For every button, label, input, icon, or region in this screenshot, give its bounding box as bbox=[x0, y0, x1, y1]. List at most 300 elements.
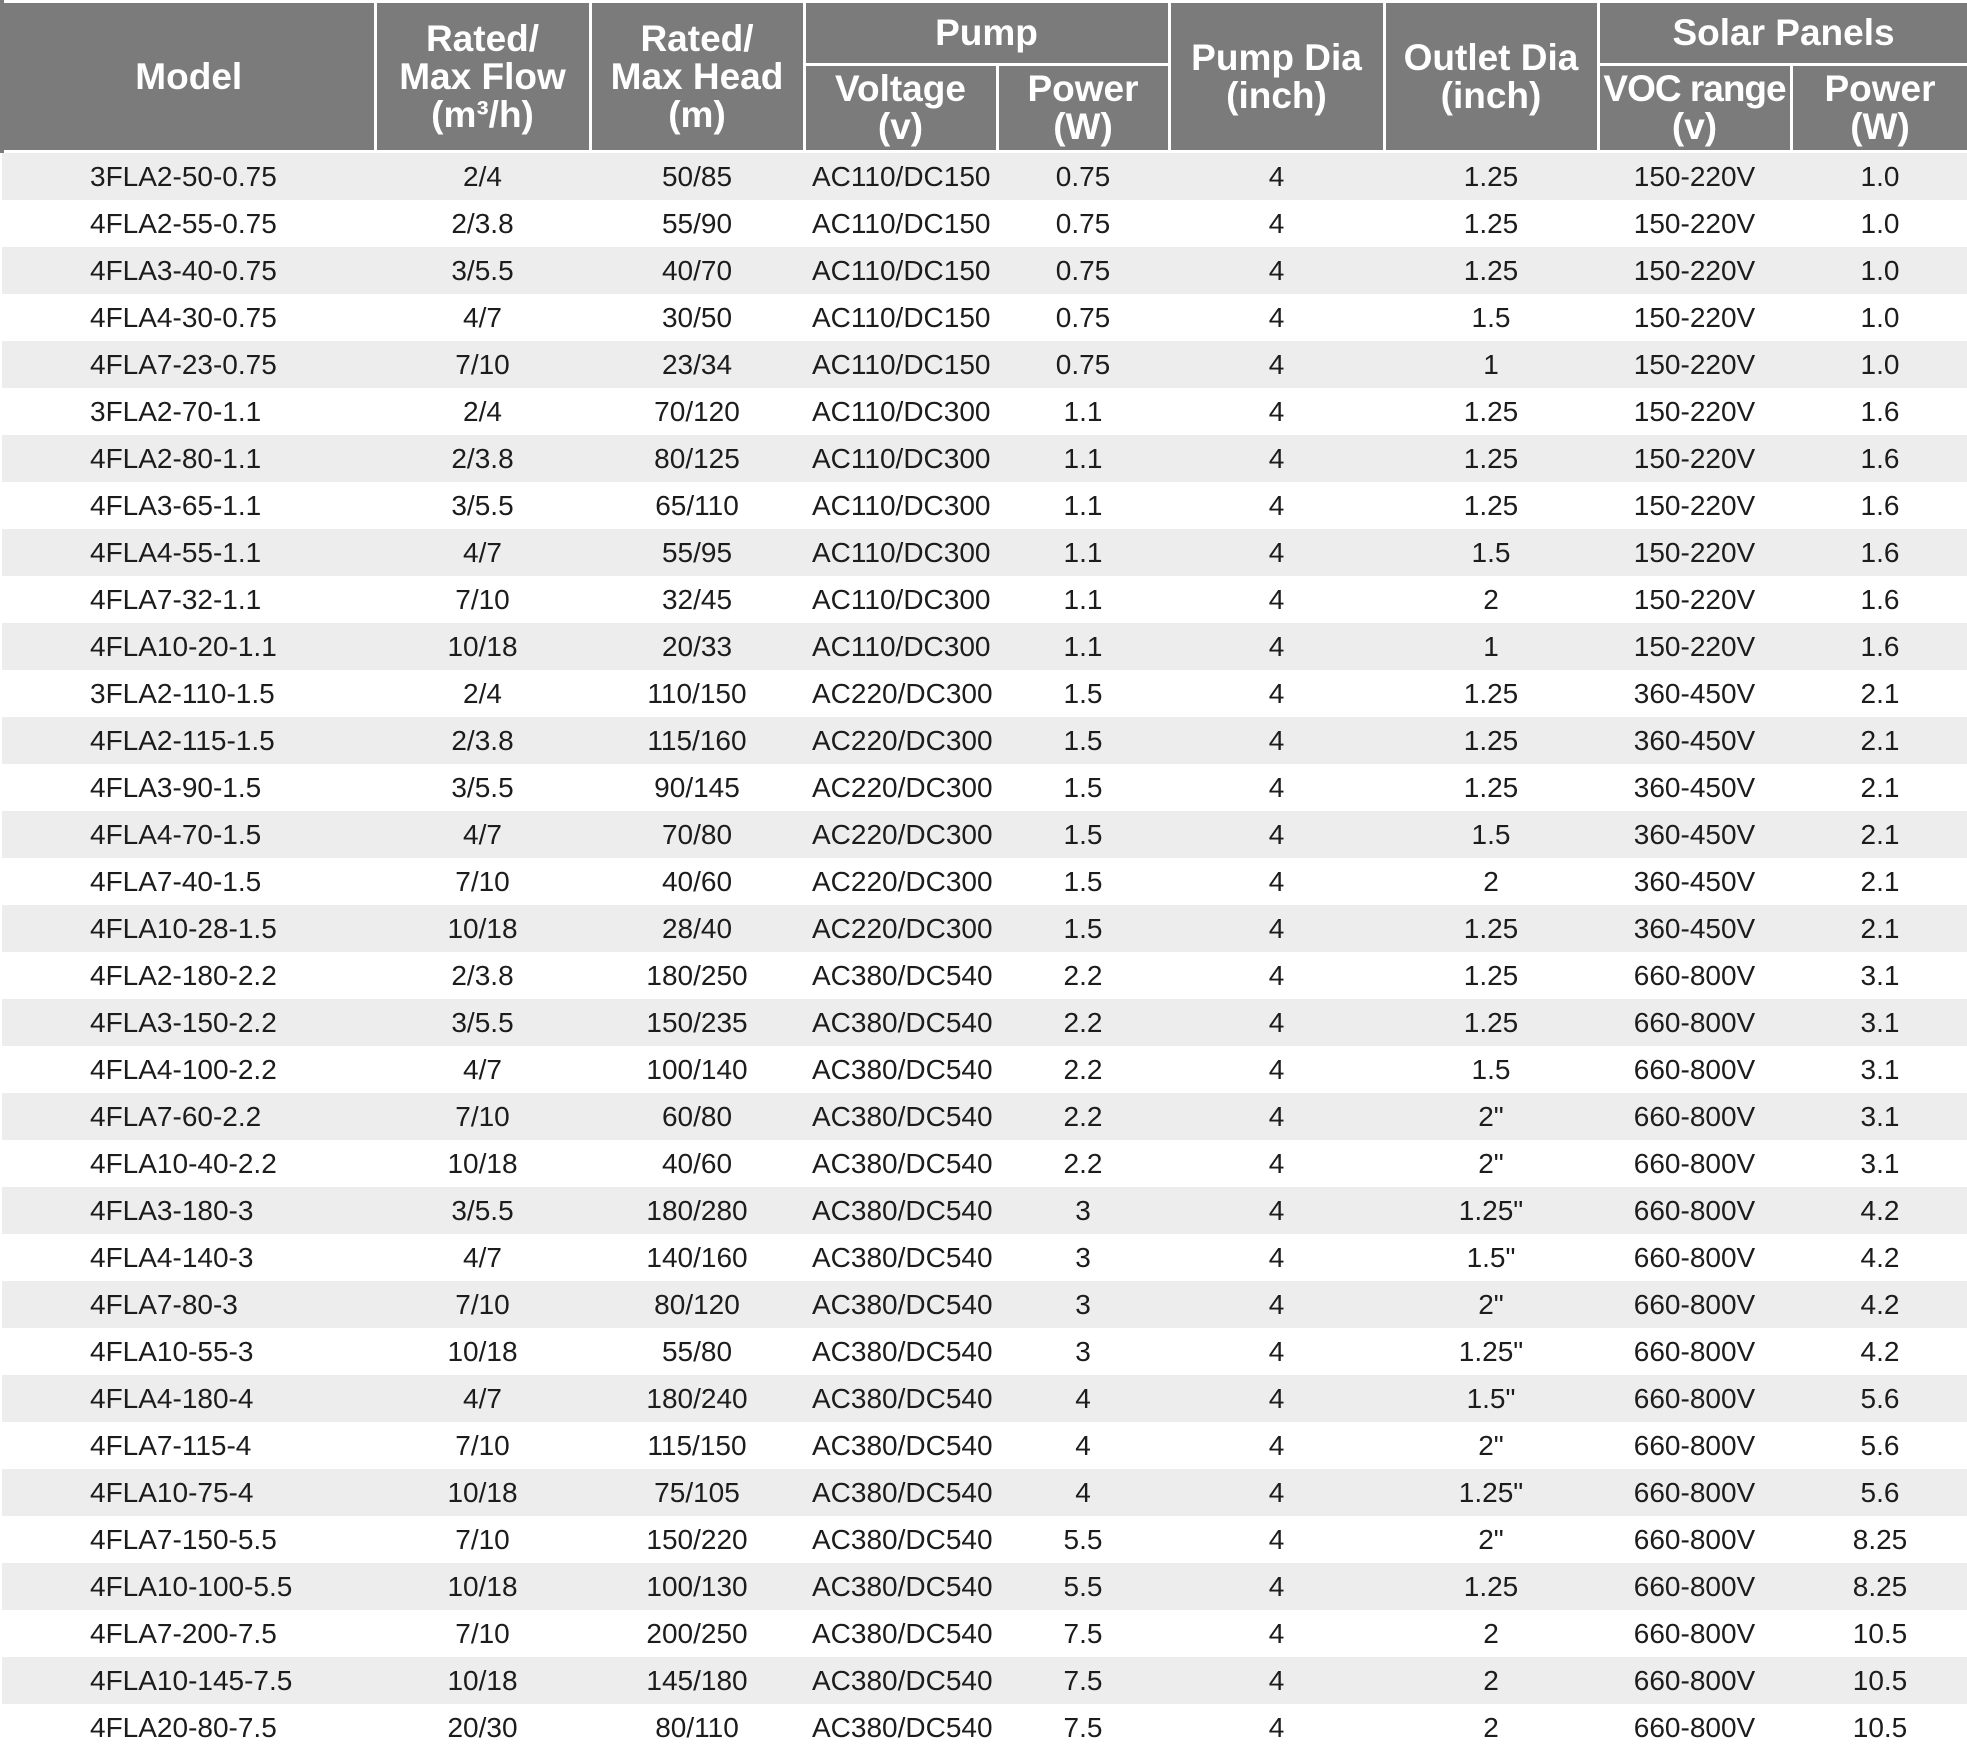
solar-power-cell: 2.1 bbox=[1791, 905, 1967, 952]
head-header-line2: Max Head bbox=[610, 55, 784, 97]
solar-power-cell: 4.2 bbox=[1791, 1234, 1967, 1281]
table-row bbox=[2, 247, 1967, 294]
voc-range-cell: 660-800V bbox=[1598, 1281, 1791, 1328]
table-row bbox=[2, 670, 1967, 717]
model-cell: 4FLA7-150-5.5 bbox=[2, 1516, 375, 1563]
voc-range-cell: 660-800V bbox=[1598, 1516, 1791, 1563]
head-cell: 180/240 bbox=[590, 1375, 804, 1422]
voc-range-cell: 150-220V bbox=[1598, 152, 1791, 201]
pump-dia-header-unit: (inch) bbox=[1226, 74, 1327, 116]
table-body bbox=[2, 152, 1967, 1752]
voltage-cell: AC380/DC540 bbox=[804, 1281, 997, 1328]
outlet-dia-cell: 1.25 bbox=[1384, 764, 1598, 811]
table-row bbox=[2, 858, 1967, 905]
voc-range-cell: 660-800V bbox=[1598, 1563, 1791, 1610]
pump-power-cell: 2.2 bbox=[997, 1046, 1169, 1093]
head-cell: 180/250 bbox=[590, 952, 804, 999]
voc-range-cell: 360-450V bbox=[1598, 670, 1791, 717]
voltage-cell: AC110/DC300 bbox=[804, 388, 997, 435]
voltage-cell: AC110/DC150 bbox=[804, 200, 997, 247]
head-cell: 65/110 bbox=[590, 482, 804, 529]
model-cell: 4FLA10-40-2.2 bbox=[2, 1140, 375, 1187]
head-cell: 75/105 bbox=[590, 1469, 804, 1516]
voc-range-cell: 150-220V bbox=[1598, 576, 1791, 623]
head-cell: 110/150 bbox=[590, 670, 804, 717]
pump-dia-cell: 4 bbox=[1169, 623, 1384, 670]
solar-power-cell: 3.1 bbox=[1791, 952, 1967, 999]
voc-range-cell: 660-800V bbox=[1598, 1422, 1791, 1469]
voltage-cell: AC380/DC540 bbox=[804, 1328, 997, 1375]
head-cell: 70/120 bbox=[590, 388, 804, 435]
voltage-cell: AC220/DC300 bbox=[804, 764, 997, 811]
model-cell: 4FLA10-100-5.5 bbox=[2, 1563, 375, 1610]
pump-power-cell: 3 bbox=[997, 1328, 1169, 1375]
solar-power-cell: 1.6 bbox=[1791, 482, 1967, 529]
pump-power-cell: 5.5 bbox=[997, 1563, 1169, 1610]
table-row bbox=[2, 435, 1967, 482]
pump-power-cell: 3 bbox=[997, 1234, 1169, 1281]
flow-cell: 10/18 bbox=[375, 623, 590, 670]
pump-power-cell: 0.75 bbox=[997, 247, 1169, 294]
table-row bbox=[2, 388, 1967, 435]
pump-power-cell: 7.5 bbox=[997, 1610, 1169, 1657]
voltage-cell: AC110/DC300 bbox=[804, 529, 997, 576]
outlet-dia-cell: 1.25" bbox=[1384, 1328, 1598, 1375]
table-row bbox=[2, 811, 1967, 858]
pump-power-cell: 3 bbox=[997, 1187, 1169, 1234]
model-cell: 4FLA3-90-1.5 bbox=[2, 764, 375, 811]
outlet-dia-cell: 1.25 bbox=[1384, 1563, 1598, 1610]
solar-power-cell: 2.1 bbox=[1791, 717, 1967, 764]
pump-dia-cell: 4 bbox=[1169, 1563, 1384, 1610]
solar-power-column-header bbox=[1791, 65, 1967, 152]
voltage-cell: AC220/DC300 bbox=[804, 811, 997, 858]
model-cell: 4FLA7-115-4 bbox=[2, 1422, 375, 1469]
solar-power-cell: 8.25 bbox=[1791, 1516, 1967, 1563]
pump-power-cell: 1.1 bbox=[997, 576, 1169, 623]
voc-range-cell: 360-450V bbox=[1598, 811, 1791, 858]
head-cell: 80/110 bbox=[590, 1704, 804, 1751]
voc-range-cell: 150-220V bbox=[1598, 482, 1791, 529]
voltage-cell: AC220/DC300 bbox=[804, 670, 997, 717]
solar-power-cell: 2.1 bbox=[1791, 858, 1967, 905]
pump-voltage-column-header bbox=[804, 65, 997, 152]
table-row bbox=[2, 341, 1967, 388]
head-cell: 115/160 bbox=[590, 717, 804, 764]
voc-range-cell: 150-220V bbox=[1598, 623, 1791, 670]
voltage-cell: AC380/DC540 bbox=[804, 1375, 997, 1422]
model-cell: 4FLA7-200-7.5 bbox=[2, 1610, 375, 1657]
pump-power-cell: 4 bbox=[997, 1469, 1169, 1516]
solar-power-cell: 1.6 bbox=[1791, 576, 1967, 623]
flow-cell: 3/5.5 bbox=[375, 999, 590, 1046]
outlet-dia-cell: 2 bbox=[1384, 858, 1598, 905]
model-cell: 4FLA20-80-7.5 bbox=[2, 1704, 375, 1751]
voltage-cell: AC380/DC540 bbox=[804, 952, 997, 999]
pump-dia-cell: 4 bbox=[1169, 764, 1384, 811]
pump-dia-cell: 4 bbox=[1169, 1516, 1384, 1563]
solar-power-cell: 10.5 bbox=[1791, 1657, 1967, 1704]
pump-power-cell: 0.75 bbox=[997, 152, 1169, 201]
voltage-cell: AC110/DC300 bbox=[804, 435, 997, 482]
outlet-dia-header-unit: (inch) bbox=[1440, 74, 1542, 116]
flow-cell: 7/10 bbox=[375, 1093, 590, 1140]
flow-cell: 3/5.5 bbox=[375, 247, 590, 294]
voltage-cell: AC380/DC540 bbox=[804, 1234, 997, 1281]
table-row bbox=[2, 1657, 1967, 1704]
head-cell: 180/280 bbox=[590, 1187, 804, 1234]
voltage-cell: AC380/DC540 bbox=[804, 1187, 997, 1234]
voc-range-cell: 660-800V bbox=[1598, 1469, 1791, 1516]
solar-power-header-unit: (W) bbox=[1850, 106, 1910, 147]
voltage-cell: AC110/DC150 bbox=[804, 152, 997, 201]
voc-range-cell: 660-800V bbox=[1598, 1046, 1791, 1093]
model-cell: 4FLA3-40-0.75 bbox=[2, 247, 375, 294]
solar-power-cell: 5.6 bbox=[1791, 1469, 1967, 1516]
pump-power-cell: 7.5 bbox=[997, 1704, 1169, 1751]
table-row bbox=[2, 1563, 1967, 1610]
pump-dia-cell: 4 bbox=[1169, 482, 1384, 529]
outlet-dia-cell: 1.5 bbox=[1384, 1046, 1598, 1093]
head-cell: 60/80 bbox=[590, 1093, 804, 1140]
pump-dia-cell: 4 bbox=[1169, 1704, 1384, 1751]
pump-dia-cell: 4 bbox=[1169, 200, 1384, 247]
voltage-cell: AC380/DC540 bbox=[804, 1046, 997, 1093]
voltage-cell: AC380/DC540 bbox=[804, 1516, 997, 1563]
head-cell: 20/33 bbox=[590, 623, 804, 670]
head-cell: 55/95 bbox=[590, 529, 804, 576]
flow-cell: 2/3.8 bbox=[375, 200, 590, 247]
flow-cell: 2/4 bbox=[375, 670, 590, 717]
pump-dia-cell: 4 bbox=[1169, 858, 1384, 905]
flow-header-line1: Rated/ bbox=[425, 17, 540, 59]
table-row bbox=[2, 529, 1967, 576]
head-cell: 50/85 bbox=[590, 152, 804, 201]
voltage-cell: AC110/DC150 bbox=[804, 294, 997, 341]
model-cell: 4FLA7-80-3 bbox=[2, 1281, 375, 1328]
table-header bbox=[2, 2, 1967, 152]
table-row bbox=[2, 1093, 1967, 1140]
pump-dia-cell: 4 bbox=[1169, 576, 1384, 623]
pump-power-cell: 1.5 bbox=[997, 717, 1169, 764]
outlet-dia-cell: 1.5" bbox=[1384, 1234, 1598, 1281]
voc-range-cell: 660-800V bbox=[1598, 1657, 1791, 1704]
flow-cell: 2/4 bbox=[375, 388, 590, 435]
solar-power-cell: 2.1 bbox=[1791, 764, 1967, 811]
voc-range-cell: 360-450V bbox=[1598, 717, 1791, 764]
pump-power-cell: 1.1 bbox=[997, 623, 1169, 670]
pump-power-cell: 0.75 bbox=[997, 200, 1169, 247]
table-row bbox=[2, 152, 1967, 201]
outlet-dia-cell: 1.25 bbox=[1384, 435, 1598, 482]
solar-power-cell: 10.5 bbox=[1791, 1704, 1967, 1751]
pump-dia-cell: 4 bbox=[1169, 1657, 1384, 1704]
solar-panels-group-header: Solar Panels bbox=[1598, 2, 1967, 65]
head-header-unit: (m) bbox=[668, 93, 726, 135]
head-cell: 150/235 bbox=[590, 999, 804, 1046]
table-row bbox=[2, 1610, 1967, 1657]
pump-dia-cell: 4 bbox=[1169, 670, 1384, 717]
voltage-cell: AC380/DC540 bbox=[804, 1610, 997, 1657]
voltage-cell: AC110/DC150 bbox=[804, 247, 997, 294]
solar-power-cell: 2.1 bbox=[1791, 811, 1967, 858]
outlet-dia-cell: 1.25 bbox=[1384, 388, 1598, 435]
table-row bbox=[2, 200, 1967, 247]
outlet-dia-cell: 1.25" bbox=[1384, 1187, 1598, 1234]
model-cell: 4FLA4-55-1.1 bbox=[2, 529, 375, 576]
head-cell: 28/40 bbox=[590, 905, 804, 952]
model-cell: 3FLA2-70-1.1 bbox=[2, 388, 375, 435]
outlet-dia-cell: 2" bbox=[1384, 1281, 1598, 1328]
voltage-cell: AC220/DC300 bbox=[804, 858, 997, 905]
head-cell: 80/120 bbox=[590, 1281, 804, 1328]
flow-cell: 2/3.8 bbox=[375, 435, 590, 482]
head-header-line1: Rated/ bbox=[640, 17, 754, 59]
pump-power-cell: 2.2 bbox=[997, 999, 1169, 1046]
pump-dia-header-label: Pump Dia bbox=[1191, 36, 1362, 78]
pump-power-cell: 1.1 bbox=[997, 482, 1169, 529]
solar-power-cell: 10.5 bbox=[1791, 1610, 1967, 1657]
table-row bbox=[2, 294, 1967, 341]
outlet-dia-cell: 2 bbox=[1384, 1704, 1598, 1751]
model-cell: 4FLA2-55-0.75 bbox=[2, 200, 375, 247]
pump-dia-cell: 4 bbox=[1169, 529, 1384, 576]
flow-cell: 7/10 bbox=[375, 1281, 590, 1328]
model-cell: 4FLA4-180-4 bbox=[2, 1375, 375, 1422]
voltage-cell: AC220/DC300 bbox=[804, 905, 997, 952]
head-cell: 150/220 bbox=[590, 1516, 804, 1563]
flow-cell: 7/10 bbox=[375, 858, 590, 905]
pump-voltage-header-unit: (v) bbox=[877, 106, 924, 147]
flow-cell: 7/10 bbox=[375, 1610, 590, 1657]
solar-power-cell: 4.2 bbox=[1791, 1187, 1967, 1234]
model-column-header: Model bbox=[2, 2, 375, 152]
table-row bbox=[2, 1140, 1967, 1187]
model-cell: 4FLA3-65-1.1 bbox=[2, 482, 375, 529]
pump-power-cell: 3 bbox=[997, 1281, 1169, 1328]
head-cell: 55/90 bbox=[590, 200, 804, 247]
model-cell: 4FLA4-70-1.5 bbox=[2, 811, 375, 858]
pump-dia-cell: 4 bbox=[1169, 1328, 1384, 1375]
flow-header-unit: (m³/h) bbox=[431, 93, 534, 135]
flow-cell: 4/7 bbox=[375, 1046, 590, 1093]
solar-voc-column-header bbox=[1598, 65, 1791, 152]
pump-power-cell: 1.5 bbox=[997, 858, 1169, 905]
pump-dia-cell: 4 bbox=[1169, 341, 1384, 388]
voc-range-cell: 660-800V bbox=[1598, 1375, 1791, 1422]
outlet-dia-cell: 1.25 bbox=[1384, 152, 1598, 201]
model-cell: 4FLA7-40-1.5 bbox=[2, 858, 375, 905]
voc-range-cell: 360-450V bbox=[1598, 858, 1791, 905]
pump-dia-cell: 4 bbox=[1169, 811, 1384, 858]
flow-cell: 4/7 bbox=[375, 811, 590, 858]
voc-range-cell: 660-800V bbox=[1598, 999, 1791, 1046]
table-row bbox=[2, 1234, 1967, 1281]
voc-range-cell: 150-220V bbox=[1598, 247, 1791, 294]
solar-power-cell: 3.1 bbox=[1791, 1093, 1967, 1140]
model-cell: 4FLA7-32-1.1 bbox=[2, 576, 375, 623]
head-column-header bbox=[590, 2, 804, 152]
flow-header-line2: Max Flow bbox=[399, 55, 566, 97]
pump-dia-cell: 4 bbox=[1169, 1046, 1384, 1093]
solar-power-cell: 1.6 bbox=[1791, 435, 1967, 482]
voc-range-cell: 360-450V bbox=[1598, 905, 1791, 952]
solar-voc-header-unit: (v) bbox=[1671, 106, 1718, 147]
model-cell: 4FLA10-28-1.5 bbox=[2, 905, 375, 952]
pump-dia-cell: 4 bbox=[1169, 294, 1384, 341]
model-cell: 4FLA10-55-3 bbox=[2, 1328, 375, 1375]
voc-range-cell: 660-800V bbox=[1598, 952, 1791, 999]
head-cell: 90/145 bbox=[590, 764, 804, 811]
outlet-dia-cell: 1.25 bbox=[1384, 247, 1598, 294]
outlet-dia-cell: 2" bbox=[1384, 1093, 1598, 1140]
model-cell: 4FLA4-30-0.75 bbox=[2, 294, 375, 341]
outlet-dia-cell: 1.5 bbox=[1384, 811, 1598, 858]
flow-cell: 20/30 bbox=[375, 1704, 590, 1751]
solar-power-cell: 1.0 bbox=[1791, 247, 1967, 294]
pump-dia-column-header bbox=[1169, 2, 1384, 152]
head-cell: 23/34 bbox=[590, 341, 804, 388]
pump-dia-cell: 4 bbox=[1169, 152, 1384, 201]
voc-range-cell: 660-800V bbox=[1598, 1328, 1791, 1375]
voc-range-cell: 660-800V bbox=[1598, 1140, 1791, 1187]
head-cell: 145/180 bbox=[590, 1657, 804, 1704]
pump-power-header-unit: (W) bbox=[1053, 106, 1113, 147]
flow-column-header bbox=[375, 2, 590, 152]
flow-cell: 10/18 bbox=[375, 1140, 590, 1187]
head-cell: 100/130 bbox=[590, 1563, 804, 1610]
model-cell: 4FLA10-145-7.5 bbox=[2, 1657, 375, 1704]
pump-group-header: Pump bbox=[804, 2, 1169, 65]
model-cell: 4FLA3-150-2.2 bbox=[2, 999, 375, 1046]
outlet-dia-cell: 2 bbox=[1384, 1610, 1598, 1657]
pump-power-cell: 0.75 bbox=[997, 294, 1169, 341]
table-row bbox=[2, 905, 1967, 952]
voc-range-cell: 150-220V bbox=[1598, 435, 1791, 482]
flow-cell: 3/5.5 bbox=[375, 1187, 590, 1234]
solar-power-cell: 1.6 bbox=[1791, 529, 1967, 576]
table-row bbox=[2, 1187, 1967, 1234]
table-row bbox=[2, 1046, 1967, 1093]
pump-power-column-header bbox=[997, 65, 1169, 152]
voltage-cell: AC380/DC540 bbox=[804, 1093, 997, 1140]
voc-range-cell: 150-220V bbox=[1598, 294, 1791, 341]
pump-dia-cell: 4 bbox=[1169, 1422, 1384, 1469]
flow-cell: 7/10 bbox=[375, 1422, 590, 1469]
table-row bbox=[2, 1328, 1967, 1375]
flow-cell: 10/18 bbox=[375, 1469, 590, 1516]
outlet-dia-cell: 1.25 bbox=[1384, 482, 1598, 529]
pump-power-header-label: Power bbox=[1027, 68, 1139, 109]
model-cell: 3FLA2-110-1.5 bbox=[2, 670, 375, 717]
flow-cell: 7/10 bbox=[375, 341, 590, 388]
solar-power-cell: 1.0 bbox=[1791, 152, 1967, 201]
table-row bbox=[2, 1516, 1967, 1563]
voltage-cell: AC220/DC300 bbox=[804, 717, 997, 764]
outlet-dia-cell: 2" bbox=[1384, 1140, 1598, 1187]
solar-power-cell: 8.25 bbox=[1791, 1563, 1967, 1610]
pump-dia-cell: 4 bbox=[1169, 247, 1384, 294]
voltage-cell: AC380/DC540 bbox=[804, 1657, 997, 1704]
solar-power-cell: 1.6 bbox=[1791, 623, 1967, 670]
table-row bbox=[2, 764, 1967, 811]
flow-cell: 3/5.5 bbox=[375, 482, 590, 529]
solar-power-cell: 3.1 bbox=[1791, 1046, 1967, 1093]
pump-power-cell: 7.5 bbox=[997, 1657, 1169, 1704]
voc-range-cell: 360-450V bbox=[1598, 764, 1791, 811]
flow-cell: 7/10 bbox=[375, 1516, 590, 1563]
pump-power-cell: 4 bbox=[997, 1422, 1169, 1469]
voc-range-cell: 150-220V bbox=[1598, 341, 1791, 388]
outlet-dia-cell: 1.5 bbox=[1384, 529, 1598, 576]
flow-cell: 2/3.8 bbox=[375, 717, 590, 764]
pump-power-cell: 0.75 bbox=[997, 341, 1169, 388]
pump-dia-cell: 4 bbox=[1169, 388, 1384, 435]
pump-voltage-header-label: Voltage bbox=[835, 68, 966, 109]
head-cell: 200/250 bbox=[590, 1610, 804, 1657]
table-row bbox=[2, 576, 1967, 623]
flow-cell: 2/4 bbox=[375, 152, 590, 201]
pump-dia-cell: 4 bbox=[1169, 952, 1384, 999]
outlet-dia-cell: 2" bbox=[1384, 1422, 1598, 1469]
outlet-dia-cell: 1 bbox=[1384, 341, 1598, 388]
voltage-cell: AC380/DC540 bbox=[804, 999, 997, 1046]
solar-power-cell: 5.6 bbox=[1791, 1375, 1967, 1422]
pump-dia-cell: 4 bbox=[1169, 1469, 1384, 1516]
solar-power-cell: 1.0 bbox=[1791, 341, 1967, 388]
table-row bbox=[2, 1704, 1967, 1751]
head-cell: 32/45 bbox=[590, 576, 804, 623]
model-cell: 4FLA7-23-0.75 bbox=[2, 341, 375, 388]
head-cell: 140/160 bbox=[590, 1234, 804, 1281]
pump-dia-cell: 4 bbox=[1169, 999, 1384, 1046]
pump-power-cell: 1.1 bbox=[997, 388, 1169, 435]
solar-power-cell: 2.1 bbox=[1791, 670, 1967, 717]
flow-cell: 2/3.8 bbox=[375, 952, 590, 999]
model-cell: 4FLA4-100-2.2 bbox=[2, 1046, 375, 1093]
voltage-cell: AC380/DC540 bbox=[804, 1140, 997, 1187]
pump-dia-cell: 4 bbox=[1169, 717, 1384, 764]
voc-range-cell: 660-800V bbox=[1598, 1610, 1791, 1657]
pump-dia-cell: 4 bbox=[1169, 1234, 1384, 1281]
pump-dia-cell: 4 bbox=[1169, 1093, 1384, 1140]
head-cell: 55/80 bbox=[590, 1328, 804, 1375]
table-row bbox=[2, 1281, 1967, 1328]
voc-range-cell: 150-220V bbox=[1598, 529, 1791, 576]
voltage-cell: AC110/DC300 bbox=[804, 482, 997, 529]
voc-range-cell: 660-800V bbox=[1598, 1704, 1791, 1751]
voc-range-cell: 660-800V bbox=[1598, 1093, 1791, 1140]
pump-power-cell: 1.1 bbox=[997, 435, 1169, 482]
solar-power-cell: 4.2 bbox=[1791, 1328, 1967, 1375]
solar-power-cell: 1.0 bbox=[1791, 200, 1967, 247]
outlet-dia-cell: 1.25" bbox=[1384, 1469, 1598, 1516]
solar-power-cell: 5.6 bbox=[1791, 1422, 1967, 1469]
outlet-dia-cell: 1.25 bbox=[1384, 717, 1598, 764]
outlet-dia-cell: 2 bbox=[1384, 576, 1598, 623]
pump-power-cell: 4 bbox=[997, 1375, 1169, 1422]
pump-dia-cell: 4 bbox=[1169, 905, 1384, 952]
table-row bbox=[2, 999, 1967, 1046]
model-cell: 4FLA10-20-1.1 bbox=[2, 623, 375, 670]
outlet-dia-cell: 2 bbox=[1384, 1657, 1598, 1704]
flow-cell: 4/7 bbox=[375, 1234, 590, 1281]
head-cell: 40/70 bbox=[590, 247, 804, 294]
table-row bbox=[2, 1375, 1967, 1422]
table-row bbox=[2, 717, 1967, 764]
voltage-cell: AC110/DC150 bbox=[804, 341, 997, 388]
head-cell: 80/125 bbox=[590, 435, 804, 482]
